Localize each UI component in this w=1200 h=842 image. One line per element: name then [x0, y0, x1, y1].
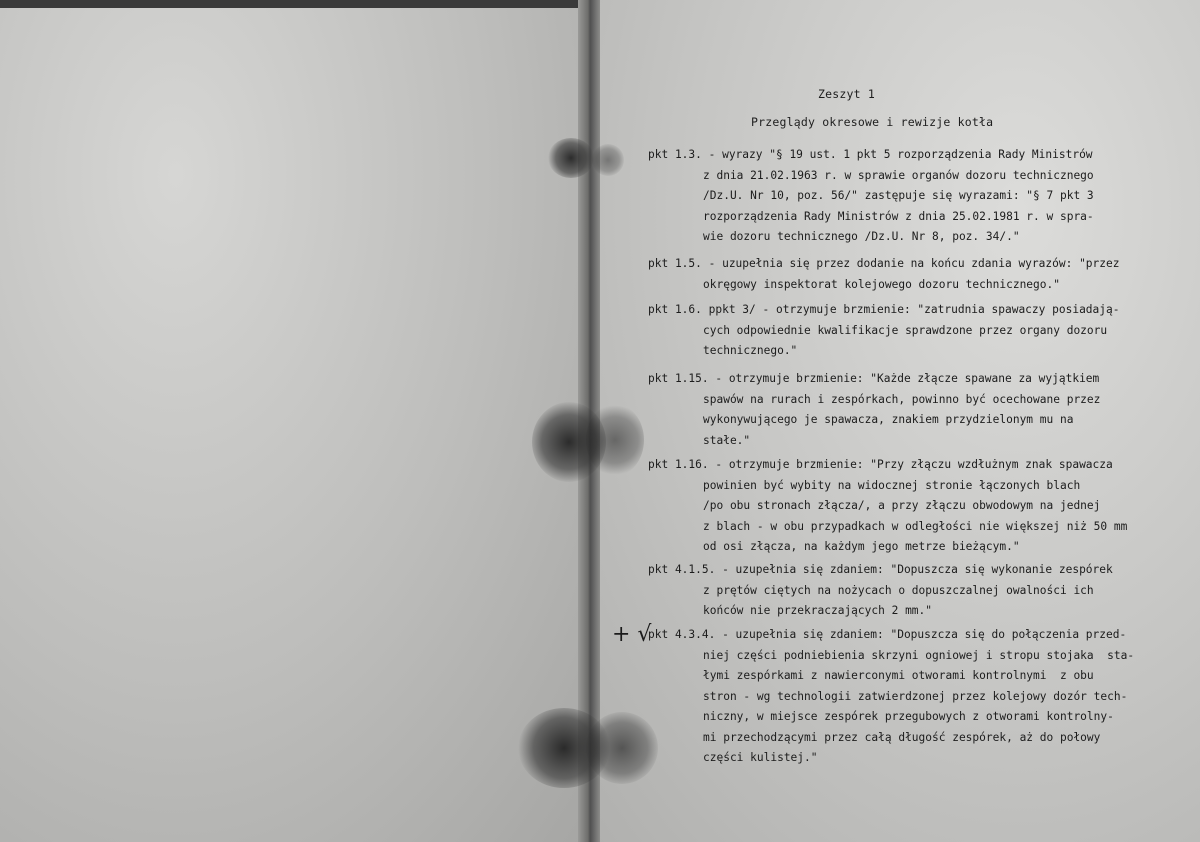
left-blank-page: [0, 8, 586, 842]
entry-line: /Dz.U. Nr 10, poz. 56/" zastępuje się wyrazami: "§ 7 pkt 3: [703, 189, 1094, 202]
entry-line: niczny, w miejsce zespórek przegubowych z otworami kontrolny-: [703, 710, 1114, 723]
entry-line: łymi zespórkami z nawierconymi otworami kontrolnymi z obu: [703, 669, 1094, 682]
entry-line: pkt 1.16. - otrzymuje brzmienie: "Przy złączu wzdłużnym znak spawacza: [648, 458, 1113, 471]
ink-stain-top: [548, 138, 594, 178]
entry-line: rozporządzenia Rady Ministrów z dnia 25.02.1981 r. w spra-: [703, 209, 1094, 223]
entry-line: pkt 1.6. ppkt 3/ - otrzymuje brzmienie: "zatrudnia spawaczy posiadają-: [648, 303, 1120, 316]
entry-line: cych odpowiednie kwalifikacje sprawdzone przez organy dozoru: [703, 323, 1108, 337]
ink-stain-middle-right: [586, 404, 644, 476]
entry-line: pkt 1.3. - wyrazy "§ 19 ust. 1 pkt 5 rozporządzenia Rady Ministrów: [648, 148, 1093, 161]
entry-line: części kulistej.": [703, 751, 818, 764]
entry-line: powinien być wybity na widocznej stronie łączonych blach: [703, 478, 1081, 492]
entry-line: spawów na rurach i zespórkach, powinno być ocechowane przez: [703, 392, 1101, 406]
entry-line: od osi złącza, na każdym jego metrze bieżącym.": [703, 540, 1020, 553]
entry-line: wie dozoru technicznego /Dz.U. Nr 8, poz. 34/.": [703, 230, 1020, 243]
document-title: Zeszyt 1: [818, 87, 875, 101]
entry-line: niej części podniebienia skrzyni ogniowej i stropu stojaka sta-: [703, 648, 1135, 662]
entry-pkt-1-6: [648, 300, 1119, 362]
entry-line: pkt 1.15. - otrzymuje brzmienie: "Każde złącze spawane za wyjątkiem: [648, 372, 1100, 385]
entry-line: pkt 4.1.5. - uzupełnia się zdaniem: "Dopuszcza się wykonanie zespórek: [648, 563, 1113, 576]
entry-pkt-1-16: [648, 455, 1127, 558]
entry-line: pkt 1.5. - uzupełnia się przez dodanie na końcu zdania wyrazów: "przez: [648, 257, 1120, 270]
entry-line: mi przechodzącymi przez całą długość zespórek, aż do połowy: [703, 730, 1101, 744]
entry-line: wykonywującego je spawacza, znakiem przydzielonym mu na: [703, 413, 1074, 426]
document-subtitle: Przeglądy okresowe i rewizje kotła: [751, 115, 994, 129]
handwritten-margin-mark: + √: [612, 622, 652, 647]
entry-line: pkt 4.3.4. - uzupełnia się zdaniem: "Dopuszcza się do połączenia przed-: [648, 628, 1127, 641]
entry-line: /po obu stronach złącza/, a przy złączu obwodowym na jednej: [703, 499, 1101, 512]
ink-stain-top-right: [592, 144, 624, 176]
entry-pkt-1-15: [648, 369, 1100, 451]
entry-pkt-4-1-5: [648, 560, 1113, 622]
entry-line: z prętów ciętych na nożycach o dopuszczalnej owalności ich: [703, 583, 1094, 597]
entry-line: stron - wg technologii zatwierdzonej przez kolejowy dozór tech-: [703, 689, 1128, 703]
entry-line: stałe.": [703, 433, 751, 447]
entry-pkt-1-5: [648, 254, 1119, 295]
entry-line: okręgowy inspektorat kolejowego dozoru technicznego.": [703, 277, 1060, 291]
entry-pkt-1-3: [648, 145, 1094, 248]
entry-line: technicznego.": [703, 344, 798, 357]
entry-line: końców nie przekraczających 2 mm.": [703, 604, 933, 617]
entry-pkt-4-3-4: [648, 625, 1134, 769]
entry-line: z dnia 21.02.1963 r. w sprawie organów dozoru technicznego: [703, 168, 1094, 182]
entry-line: z blach - w obu przypadkach w odległości nie większej niż 50 mm: [703, 519, 1128, 533]
